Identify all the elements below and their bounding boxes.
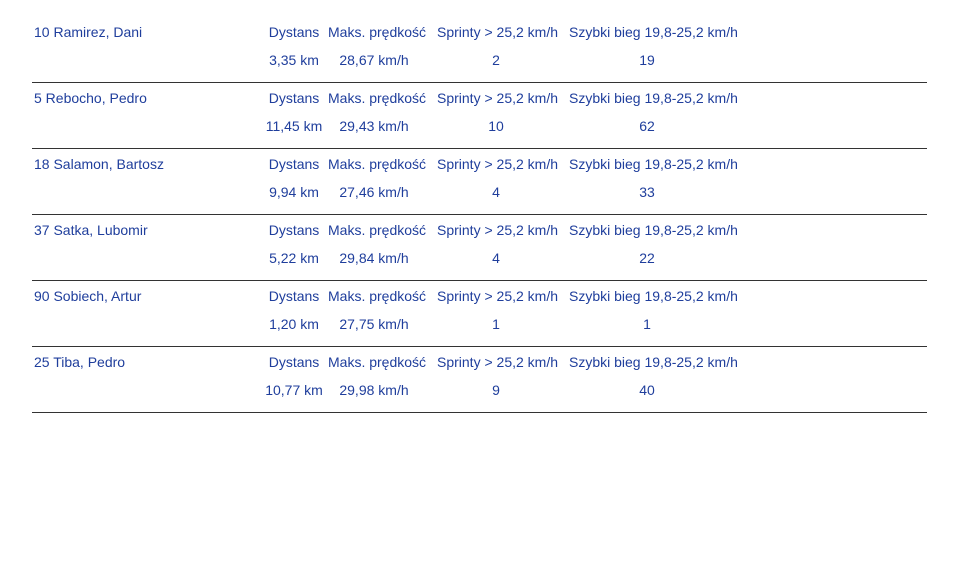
distance-value: 3,35 km bbox=[269, 52, 319, 68]
max-speed-label: Maks. prędkość bbox=[328, 24, 427, 40]
max-speed-value: 28,67 km/h bbox=[339, 52, 409, 68]
distance-label: Dystans bbox=[268, 354, 320, 370]
max-speed-value: 27,75 km/h bbox=[339, 316, 409, 332]
player-row bbox=[32, 150, 927, 215]
player-row bbox=[32, 18, 927, 83]
distance-label: Dystans bbox=[268, 24, 320, 40]
sprints-value: 4 bbox=[492, 250, 500, 266]
distance-label: Dystans bbox=[268, 90, 320, 106]
max-speed-label: Maks. prędkość bbox=[328, 90, 427, 106]
fast-runs-value: 40 bbox=[639, 382, 655, 398]
player-row bbox=[32, 84, 927, 149]
player-name: 25 Tiba, Pedro bbox=[34, 354, 126, 370]
fast-runs-label: Szybki bieg 19,8-25,2 km/h bbox=[569, 354, 738, 370]
fast-runs-label: Szybki bieg 19,8-25,2 km/h bbox=[569, 288, 738, 304]
player-name: 18 Salamon, Bartosz bbox=[34, 156, 164, 172]
player-name: 90 Sobiech, Artur bbox=[34, 288, 142, 304]
max-speed-label: Maks. prędkość bbox=[328, 156, 427, 172]
distance-value: 10,77 km bbox=[265, 382, 323, 398]
distance-label: Dystans bbox=[268, 288, 320, 304]
sprints-label: Sprinty > 25,2 km/h bbox=[437, 156, 559, 172]
max-speed-label: Maks. prędkość bbox=[328, 222, 427, 238]
distance-label: Dystans bbox=[268, 222, 320, 238]
fast-runs-value: 33 bbox=[639, 184, 655, 200]
distance-value: 5,22 km bbox=[269, 250, 319, 266]
sprints-value: 4 bbox=[492, 184, 500, 200]
sprints-label: Sprinty > 25,2 km/h bbox=[437, 222, 559, 238]
fast-runs-label: Szybki bieg 19,8-25,2 km/h bbox=[569, 24, 738, 40]
max-speed-value: 29,43 km/h bbox=[339, 118, 409, 134]
player-row bbox=[32, 282, 927, 347]
fast-runs-value: 1 bbox=[643, 316, 651, 332]
max-speed-value: 29,84 km/h bbox=[339, 250, 409, 266]
fast-runs-label: Szybki bieg 19,8-25,2 km/h bbox=[569, 222, 738, 238]
fast-runs-value: 19 bbox=[639, 52, 655, 68]
player-name: 10 Ramirez, Dani bbox=[34, 24, 143, 40]
sprints-value: 10 bbox=[488, 118, 504, 134]
fast-runs-value: 22 bbox=[639, 250, 655, 266]
fast-runs-label: Szybki bieg 19,8-25,2 km/h bbox=[569, 156, 738, 172]
sprints-value: 1 bbox=[492, 316, 500, 332]
distance-value: 11,45 km bbox=[265, 118, 323, 134]
sprints-value: 9 bbox=[492, 382, 500, 398]
distance-value: 9,94 km bbox=[269, 184, 319, 200]
player-stats-list bbox=[32, 18, 927, 414]
distance-value: 1,20 km bbox=[269, 316, 319, 332]
player-row bbox=[32, 216, 927, 281]
sprints-label: Sprinty > 25,2 km/h bbox=[437, 354, 559, 370]
player-name: 5 Rebocho, Pedro bbox=[34, 90, 147, 106]
fast-runs-label: Szybki bieg 19,8-25,2 km/h bbox=[569, 90, 738, 106]
sprints-value: 2 bbox=[492, 52, 500, 68]
sprints-label: Sprinty > 25,2 km/h bbox=[437, 288, 559, 304]
sprints-label: Sprinty > 25,2 km/h bbox=[437, 90, 559, 106]
distance-label: Dystans bbox=[268, 156, 320, 172]
max-speed-label: Maks. prędkość bbox=[328, 288, 427, 304]
fast-runs-value: 62 bbox=[639, 118, 655, 134]
max-speed-label: Maks. prędkość bbox=[328, 354, 427, 370]
sprints-label: Sprinty > 25,2 km/h bbox=[437, 24, 559, 40]
max-speed-value: 27,46 km/h bbox=[339, 184, 409, 200]
player-row bbox=[32, 348, 927, 413]
player-name: 37 Satka, Lubomir bbox=[34, 222, 148, 238]
max-speed-value: 29,98 km/h bbox=[339, 382, 409, 398]
